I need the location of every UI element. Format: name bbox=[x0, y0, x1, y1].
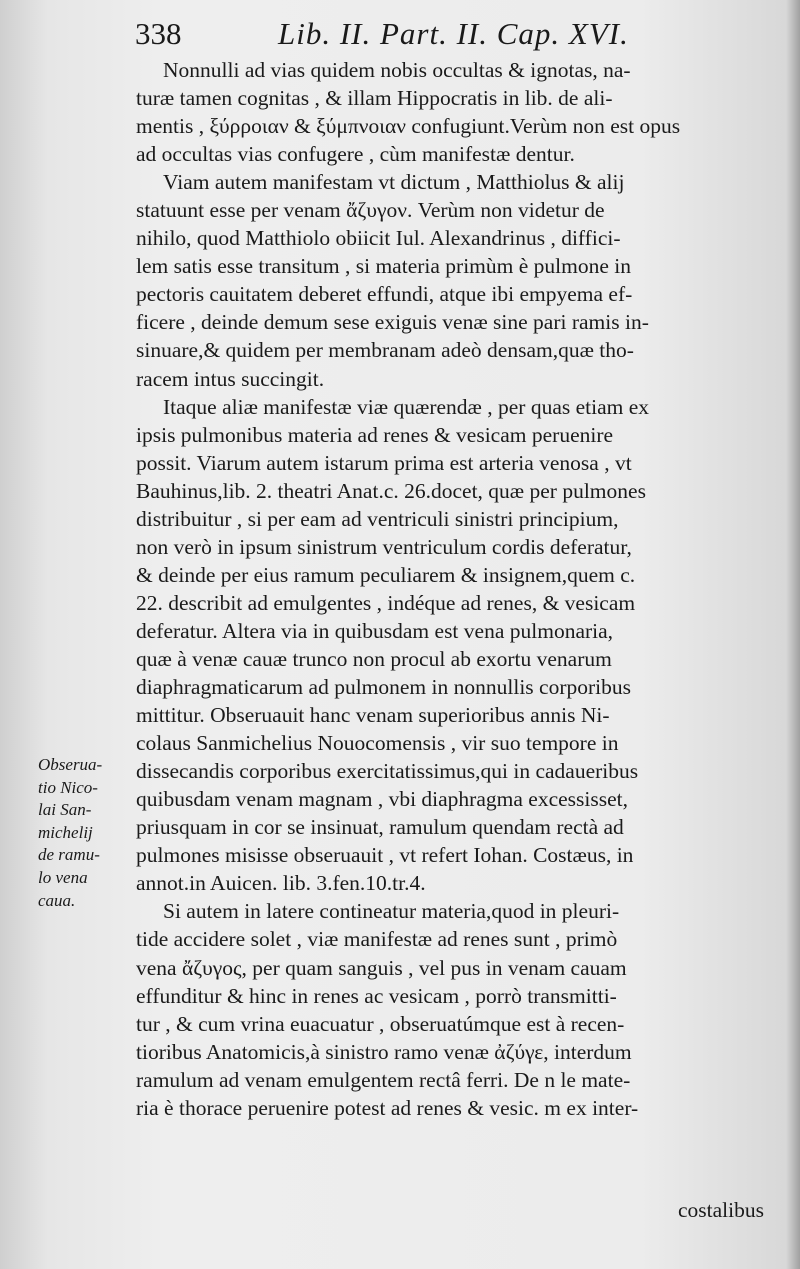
text-line: ramulum ad venam emulgentem rectâ ferri. De n le mate- bbox=[136, 1067, 631, 1092]
margin-note-line: Obserua- bbox=[38, 755, 103, 774]
text-line: ipsis pulmonibus materia ad renes & vesicam peruenire bbox=[136, 422, 614, 447]
text-line: annot.in Auicen. lib. 3.fen.10.tr.4. bbox=[136, 871, 426, 896]
text-line: mentis , ξύρροιαν & ξύμπνοιαν confugiunt.Verùm non est opus bbox=[136, 114, 681, 139]
text-line: deferatur. Altera via in quibusdam est vena pulmonaria, bbox=[136, 618, 614, 643]
text-line: Bauhinus,lib. 2. theatri Anat.c. 26.docet, quæ per pulmones bbox=[136, 478, 646, 503]
text-line: non verò in ipsum sinistrum ventriculum cordis deferatur, bbox=[136, 534, 632, 559]
margin-note bbox=[38, 754, 134, 912]
text-line: quibusdam venam magnam , vbi diaphragma excessisset, bbox=[136, 787, 628, 812]
text-line: Si autem in latere contineatur materia,quod in pleuri- bbox=[163, 899, 620, 924]
text-line: quæ à venæ cauæ trunco non procul ab exortu venarum bbox=[136, 646, 612, 671]
text-line: racem intus succingit. bbox=[136, 366, 325, 391]
text-line: priusquam in cor se insinuat, ramulum quendam rectà ad bbox=[136, 815, 624, 840]
text-line: effunditur & hinc in renes ac vesicam , porrò transmitti- bbox=[136, 983, 617, 1008]
margin-note-line: tio Nico- bbox=[38, 777, 98, 797]
page-header bbox=[135, 14, 735, 54]
margin-note-line: lai San- bbox=[38, 800, 92, 820]
catchword: costalibus bbox=[678, 1198, 764, 1222]
text-line: Itaque aliæ manifestæ viæ quærendæ , per quas etiam ex bbox=[163, 394, 650, 419]
text-line: Nonnulli ad vias quidem nobis occultas & ignotas, na- bbox=[163, 58, 631, 82]
text-line: possit. Viarum autem istarum prima est arteria venosa , vt bbox=[136, 450, 632, 475]
text-line: ficere , deinde demum sese exiguis venæ sine pari ramis in- bbox=[136, 310, 649, 335]
text-line: statuunt esse per venam ἄζυγον. Verùm non videtur de bbox=[136, 198, 605, 223]
text-line: nihilo, quod Matthiolo obiicit Iul. Alexandrinus , diffici- bbox=[136, 226, 621, 251]
margin-note-line: caua. bbox=[38, 890, 76, 910]
margin-note-line: lo vena bbox=[38, 867, 88, 887]
text-line: 22. describit ad emulgentes , indéque ad renes, & vesicam bbox=[136, 590, 636, 615]
text-line: Viam autem manifestam vt dictum , Matthiolus & alij bbox=[163, 170, 625, 195]
page-number: 338 bbox=[135, 16, 182, 51]
text-line: distribuitur , si per eam ad ventriculi sinistri principium, bbox=[136, 506, 619, 531]
text-line: ad occultas vias confugere , cùm manifestæ dentur. bbox=[136, 142, 575, 167]
margin-note-line: michelij bbox=[38, 822, 93, 842]
text-line: tide accidere solet , viæ manifestæ ad renes sunt , primò bbox=[136, 927, 618, 952]
margin-note-line: de ramu- bbox=[38, 845, 100, 865]
text-line: dissecandis corporibus exercitatissimus,qui in cadaueribus bbox=[136, 759, 639, 784]
text-line: vena ἄζυγος, per quam sanguis , vel pus in venam cauam bbox=[136, 955, 627, 980]
text-line: tioribus Anatomicis,à sinistro ramo venæ ἀζύγε, interdum bbox=[136, 1039, 632, 1064]
text-line: ria è thorace peruenire potest ad renes & vesic. m ex inter- bbox=[136, 1095, 639, 1120]
text-line: pulmones misisse obseruauit , vt refert Iohan. Costæus, in bbox=[136, 843, 634, 868]
text-line: tur , & cum vrina euacuatur , obseruatúmque est à recen- bbox=[136, 1011, 625, 1036]
text-line: turæ tamen cognitas , & illam Hippocratis in lib. de ali- bbox=[136, 86, 613, 111]
text-line: mittitur. Obseruauit hanc venam superioribus annis Ni- bbox=[136, 703, 610, 728]
text-line: pectoris cauitatem deberet effundi, atque ibi empyema ef- bbox=[136, 282, 633, 307]
text-line: colaus Sanmichelius Nouocomensis , vir suo tempore in bbox=[136, 731, 619, 756]
text-line: diaphragmaticarum ad pulmonem in nonnullis corporibus bbox=[136, 675, 631, 700]
running-head: Lib. II. Part. II. Cap. XVI. bbox=[278, 16, 629, 51]
text-line: lem satis esse transitum , si materia primùm è pulmone in bbox=[136, 254, 632, 279]
page-edge-shadow bbox=[786, 0, 800, 1269]
text-line: & deinde per eius ramum peculiarem & insignem,quem c. bbox=[136, 562, 636, 587]
body-text bbox=[136, 56, 786, 1122]
text-line: sinuare,& quidem per membranam adeò densam,quæ tho- bbox=[136, 338, 634, 363]
